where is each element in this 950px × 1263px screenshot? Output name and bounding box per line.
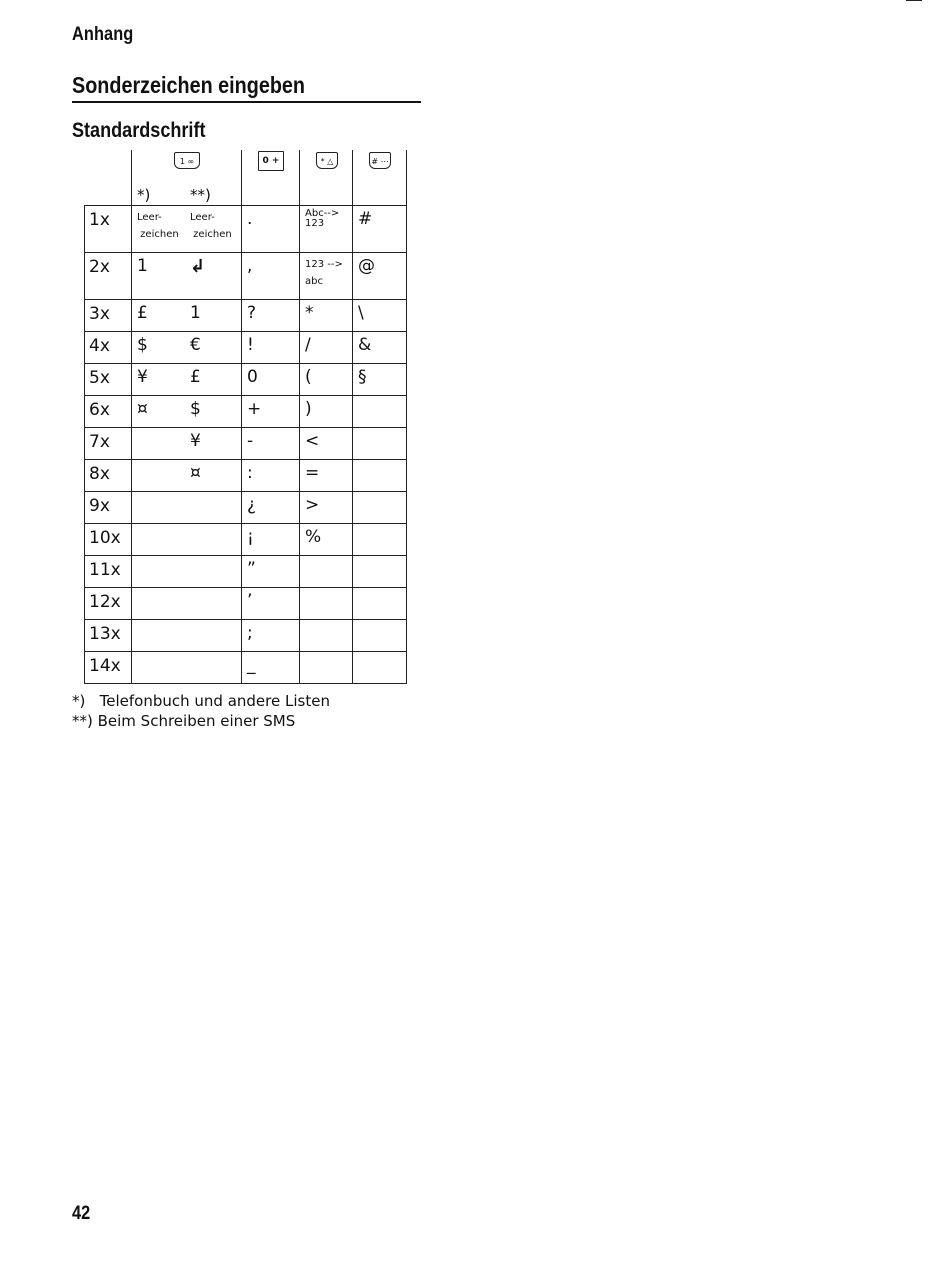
key-hash-cell (353, 492, 407, 524)
key-0-cell (242, 332, 300, 364)
key-star-cell-text: / (305, 335, 311, 355)
key-hash-cell-text (353, 652, 406, 655)
key-star-cell (300, 652, 353, 684)
key-1-cell (132, 364, 242, 396)
sms-char: ¤ (190, 463, 201, 483)
key-hash-cell (353, 332, 407, 364)
sms-char: ¥ (190, 431, 201, 451)
key-0-cell (242, 588, 300, 620)
key-hash-cell-text (353, 556, 406, 559)
table-row (85, 332, 407, 364)
key-0-cell-text: + (247, 399, 262, 419)
key-star-cell (300, 206, 353, 253)
row-label-cell (85, 206, 132, 253)
row-label-cell-text: 11x (89, 560, 121, 580)
key-hash-cell-text (353, 588, 406, 591)
key-star-icon: * △ (316, 152, 338, 169)
row-label-cell (85, 364, 132, 396)
sms-char (186, 556, 241, 559)
key-hash-cell-text: \ (358, 303, 364, 323)
key-hash-cell (353, 428, 407, 460)
row-label-cell-text: 14x (89, 656, 121, 676)
sms-char (186, 620, 241, 623)
sms-char: $ (190, 399, 201, 419)
table-row (85, 460, 407, 492)
row-label-cell-text: 7x (89, 432, 110, 452)
row-label-cell (85, 492, 132, 524)
row-label-cell-text: 1x (89, 210, 110, 230)
key-hash-cell-text (353, 396, 406, 399)
key-0-cell-text: ’ (247, 591, 253, 611)
key-hash-icon: # ⋯ (369, 152, 391, 169)
sms-char (186, 524, 241, 527)
key-0-cell (242, 524, 300, 556)
key-0-cell-text: ¡ (247, 527, 254, 547)
key-hash-cell (353, 253, 407, 300)
row-label-cell (85, 253, 132, 300)
key-star-cell-text: % (305, 527, 322, 547)
key-star-cell-text: ) (305, 399, 312, 419)
key-0-cell-text: , (247, 256, 253, 276)
key-0-cell-text: : (247, 463, 253, 483)
key-0-cell-text: 0 (247, 367, 258, 387)
key-star-cell-text: > (305, 495, 320, 515)
key-0-cell-text: ; (247, 623, 253, 643)
key-1-cell (132, 206, 242, 253)
key-star-cell-text: ( (305, 367, 312, 387)
key-1-cell (132, 556, 242, 588)
key-0-cell-text: ? (247, 303, 257, 323)
key-hash-cell (353, 652, 407, 684)
row-label-cell-text: 5x (89, 368, 110, 388)
sms-char (186, 588, 241, 591)
key-1-icon: 1 ∞ (174, 152, 200, 169)
key-hash-cell-text (353, 428, 406, 431)
key-star-cell-text: * (305, 303, 314, 323)
key-hash-cell (353, 206, 407, 253)
sms-char: £ (190, 367, 201, 387)
footnotes (72, 691, 330, 731)
key-hash-cell-text (353, 524, 406, 527)
lists-char: ¤ (137, 399, 148, 419)
key-star-cell (300, 396, 353, 428)
key-hash-cell (353, 524, 407, 556)
lists-char: 1 (137, 256, 148, 276)
table-row (85, 620, 407, 652)
lists-char: ¥ (137, 367, 148, 387)
subsection-title: Standardschrift (72, 119, 206, 142)
table-row (85, 253, 407, 300)
row-label-cell (85, 588, 132, 620)
key-1-cell (132, 652, 242, 684)
key-star-cell-text (300, 652, 352, 655)
key-star-cell (300, 588, 353, 620)
key-1-cell (132, 428, 242, 460)
key-hash-cell-text (353, 620, 406, 623)
key-hash-cell-text: § (358, 367, 367, 387)
lists-char (132, 556, 186, 559)
key-hash-cell (353, 364, 407, 396)
header-key-hash (353, 150, 407, 206)
key-star-cell (300, 556, 353, 588)
key-star-cell (300, 332, 353, 364)
key-0-cell (242, 206, 300, 253)
row-label-cell-text: 13x (89, 624, 121, 644)
key-hash-cell-text: @ (358, 256, 375, 276)
key-hash-cell (353, 460, 407, 492)
key-0-cell-text: - (247, 431, 254, 451)
row-label-cell (85, 332, 132, 364)
key-hash-cell (353, 556, 407, 588)
table-header-row (85, 150, 407, 206)
lists-char: Leer- zeichen (137, 212, 179, 240)
key-star-cell-text: < (305, 431, 320, 451)
row-label-cell (85, 428, 132, 460)
table-row (85, 524, 407, 556)
key-star-cell (300, 492, 353, 524)
footnote-lists: *) Telefonbuch und andere Listen (72, 692, 330, 710)
key-0-cell (242, 652, 300, 684)
key-0-cell-text: ¿ (247, 495, 257, 515)
page-number: 42 (72, 1203, 91, 1224)
table-row (85, 206, 407, 253)
key-hash-cell-text (353, 492, 406, 495)
key-0-cell (242, 300, 300, 332)
key-1-cell (132, 253, 242, 300)
key-hash-cell (353, 396, 407, 428)
sms-char (186, 652, 241, 655)
key-star-cell-text (300, 620, 352, 623)
key-hash-cell (353, 588, 407, 620)
sms-char: 1 (190, 303, 201, 323)
key-0-cell (242, 364, 300, 396)
header-corner-cell (85, 150, 132, 206)
key-star-cell (300, 524, 353, 556)
row-label-cell-text: 6x (89, 400, 110, 420)
key-star-cell (300, 253, 353, 300)
key-star-cell-text: 123 --> abc (305, 259, 343, 287)
lists-char (132, 460, 186, 483)
table-row (85, 556, 407, 588)
key-1-cell (132, 396, 242, 428)
key-star-cell-text: Abc--> 123 (305, 208, 340, 229)
key-star-cell-text: = (305, 463, 320, 483)
key-star-cell (300, 620, 353, 652)
row-label-cell (85, 396, 132, 428)
table-row (85, 492, 407, 524)
header-key-star (300, 150, 353, 206)
lists-char (132, 652, 186, 655)
row-label-cell-text: 10x (89, 528, 121, 548)
lists-char (132, 588, 186, 591)
lists-char (132, 492, 186, 495)
lists-char: $ (137, 335, 148, 355)
key-1-cell (132, 492, 242, 524)
subhead-sms: **) (190, 186, 211, 204)
key-0-cell (242, 396, 300, 428)
title-divider (72, 101, 421, 103)
sms-char: € (190, 335, 201, 355)
key-0-cell-text: . (247, 209, 253, 229)
key-1-cell (132, 588, 242, 620)
key-hash-cell-text: & (358, 335, 372, 355)
key-hash-cell-text (353, 460, 406, 463)
key-star-cell (300, 300, 353, 332)
key-0-cell (242, 460, 300, 492)
key-0-cell (242, 620, 300, 652)
key-star-cell (300, 428, 353, 460)
key-0-cell (242, 428, 300, 460)
key-1-cell (132, 524, 242, 556)
enter-icon: ↲ (190, 256, 206, 277)
sms-char (186, 492, 241, 495)
row-label-cell-text: 9x (89, 496, 110, 516)
key-0-cell (242, 253, 300, 300)
row-label-cell-text: 2x (89, 257, 110, 277)
table-row (85, 588, 407, 620)
lists-char (132, 524, 186, 527)
table-row (85, 428, 407, 460)
table-row (85, 300, 407, 332)
row-label-cell (85, 652, 132, 684)
lists-char (132, 428, 186, 451)
row-label-cell (85, 300, 132, 332)
row-label-cell-text: 3x (89, 304, 110, 324)
key-star-cell-text (300, 588, 352, 591)
corner-crop-mark (906, 0, 922, 1)
row-label-cell (85, 524, 132, 556)
row-label-cell (85, 620, 132, 652)
row-label-cell-text: 12x (89, 592, 121, 612)
table-row (85, 364, 407, 396)
row-label-cell (85, 460, 132, 492)
footnote-sms: **) Beim Schreiben einer SMS (72, 712, 296, 730)
subhead-lists: *) (137, 186, 151, 204)
sms-char: Leer- zeichen (190, 212, 232, 240)
lists-char (132, 620, 186, 623)
special-characters-table (84, 150, 407, 684)
key-star-cell (300, 460, 353, 492)
key-1-cell (132, 300, 242, 332)
row-label-cell-text: 4x (89, 336, 110, 356)
key-0-cell (242, 492, 300, 524)
key-star-cell (300, 364, 353, 396)
header-key-0 (242, 150, 300, 206)
key-1-cell (132, 620, 242, 652)
section-label: Anhang (72, 24, 134, 45)
page-title: Sonderzeichen eingeben (72, 72, 306, 98)
key-0-cell (242, 556, 300, 588)
table-row (85, 652, 407, 684)
key-0-cell-text: _ (247, 655, 256, 675)
key-hash-cell (353, 620, 407, 652)
table-row (85, 396, 407, 428)
key-hash-cell-text: # (358, 209, 373, 229)
key-1-cell (132, 332, 242, 364)
key-star-cell-text (300, 556, 352, 559)
row-label-cell-text: 8x (89, 464, 110, 484)
key-0-cell-text: ! (247, 335, 254, 355)
key-0-icon: 0 + (258, 151, 284, 171)
row-label-cell (85, 556, 132, 588)
header-key-1 (132, 150, 242, 206)
key-0-cell-text: ” (247, 559, 256, 579)
lists-char: £ (137, 303, 148, 323)
key-hash-cell (353, 300, 407, 332)
key-1-cell (132, 460, 242, 492)
